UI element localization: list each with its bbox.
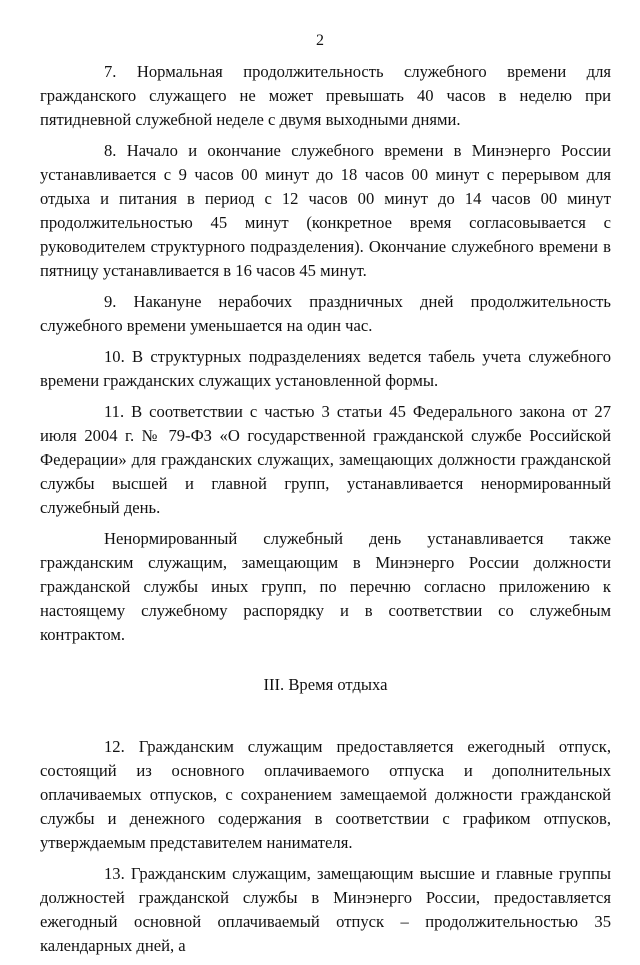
section-heading: III. Время отдыха [263,675,388,694]
paragraph-11: 11. В соответствии с частью 3 статьи 45 Федерального закона от 27 июля 2004 г. № 79-ФЗ «О государственной гражданской службе Российской Федерации» для гражданских служащих, замещающих должности гражданской службы высшей и главной групп, устанавливается ненормированный служебный день. [40,402,611,517]
paragraph-11-continued: Ненормированный служебный день устанавливается также гражданским служащим, замещающим в Минэнерго России должности гражданской службы иных групп, по перечню согласно приложению к настоящему служебному распорядку и в соответствии со служебным контрактом. [40,529,611,644]
paragraph-7: 7. Нормальная продолжительность служебного времени для гражданского служащего не может превышать 40 часов в неделю при пятидневной служебной неделе с двумя выходными днями. [40,62,611,129]
paragraph-10: 10. В структурных подразделениях ведется табель учета служебного времени гражданских служащих установленной формы. [40,347,611,390]
paragraph-12: 12. Гражданским служащим предоставляется ежегодный отпуск, состоящий из основного оплачиваемого отпуска и дополнительных оплачиваемых отпусков, с сохранением замещаемой должности гражданской службы и денежного содержания в соответствии с графиком отпусков, утверждаемым представителем нанимателя. [40,737,611,852]
paragraph-8: 8. Начало и окончание служебного времени в Минэнерго России устанавливается с 9 часов 00 минут до 18 часов 00 минут с перерывом для отдыха и питания в период с 12 часов 00 минут до 14 часов 00 минут продолжительностью 45 минут (конкретное время согласовывается с руководителем структурного подразделения). Окончание служебного времени в пятницу устанавливается в 16 часов 45 минут. [40,141,611,280]
paragraph-13: 13. Гражданским служащим, замещающим высшие и главные группы должностей гражданской службы в Минэнерго России, предоставляется ежегодный основной оплачиваемый отпуск – продолжительностью 35 календарных дней, а [40,864,611,955]
paragraph-9: 9. Накануне нерабочих праздничных дней продолжительность служебного времени уменьшается на один час. [40,292,611,335]
page-number: 2 [316,32,324,49]
document-body [40,60,611,965]
